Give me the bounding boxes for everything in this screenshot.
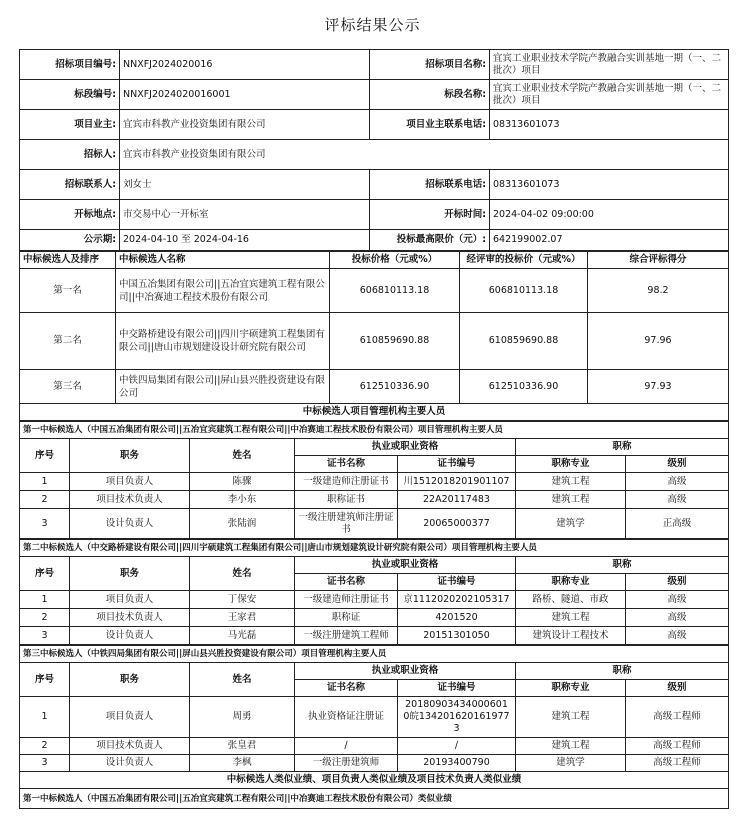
col-cert-no: 证书编号 <box>398 456 516 473</box>
staff-row <box>20 755 729 772</box>
col-cert-name: 证书名称 <box>295 574 398 591</box>
staff-level: 高级 <box>626 473 729 491</box>
candidates-header-score: 综合评标得分 <box>588 252 729 269</box>
staff-name: 马光磊 <box>190 627 295 645</box>
candidate-score: 98.2 <box>588 269 729 313</box>
candidate-row <box>20 269 729 313</box>
max-price-label: 投标最高限价（元）: <box>370 230 490 251</box>
staff-group-caption: 第一中标候选人（中国五冶集团有限公司||五冶宜宾建筑工程有限公司||中冶赛迪工程技术股份有限公司）项目管理机构主要人员 <box>20 422 729 439</box>
candidate-name: 中铁四局集团有限公司||屏山县兴胜投资建设有限公司 <box>116 370 330 404</box>
col-level: 级别 <box>626 456 729 473</box>
candidate-score: 97.96 <box>588 313 729 370</box>
performance-first-caption: 第一中标候选人（中国五冶集团有限公司||五冶宜宾建筑工程有限公司||中冶赛迪工程技术股份有限公司）类似业绩 <box>20 789 729 809</box>
period-label: 公示期: <box>20 230 120 251</box>
staff-level: 高级 <box>626 591 729 609</box>
candidate-eval-price: 606810113.18 <box>460 269 588 313</box>
col-specialty: 职称专业 <box>516 680 626 697</box>
col-qualification: 执业或职业资格 <box>295 439 516 456</box>
staff-specialty: 建筑学 <box>516 755 626 772</box>
col-level: 级别 <box>626 680 729 697</box>
project-no-label: 招标项目编号: <box>20 50 120 80</box>
staff-cert-no: 22A20117483 <box>398 491 516 509</box>
staff-cert-name: 一级建造师注册证书 <box>295 591 398 609</box>
staff-specialty: 建筑设计工程技术 <box>516 627 626 645</box>
contact-phone-label: 招标联系电话: <box>370 170 490 200</box>
staff-no: 2 <box>20 491 70 509</box>
section-no-value: NNXFJ2024020016001 <box>120 80 370 110</box>
staff-name: 李小东 <box>190 491 295 509</box>
staff-cert-name: / <box>295 738 398 755</box>
staff-group-caption: 第二中标候选人（中交路桥建设有限公司||四川宇硕建筑工程集团有限公司||唐山市规划建筑设计研究院有限公司）项目管理机构主要人员 <box>20 540 729 557</box>
staff-no: 1 <box>20 697 70 738</box>
venue-value: 市交易中心一开标室 <box>120 200 370 230</box>
col-cert-no: 证书编号 <box>398 680 516 697</box>
staff-table-3 <box>19 645 729 809</box>
result-sheet <box>19 49 728 809</box>
col-title: 职称 <box>516 557 729 574</box>
staff-table-2 <box>19 539 729 645</box>
candidate-name: 中国五冶集团有限公司||五冶宜宾建筑工程有限公司||中冶赛迪工程技术股份有限公司 <box>116 269 330 313</box>
staff-cert-no: 4201520 <box>398 609 516 627</box>
staff-specialty: 建筑工程 <box>516 609 626 627</box>
col-title: 职称 <box>516 663 729 680</box>
staff-name: 陈骤 <box>190 473 295 491</box>
staff-name: 张皇君 <box>190 738 295 755</box>
staff-row <box>20 473 729 491</box>
staff-group-caption: 第三中标候选人（中铁四局集团有限公司||屏山县兴胜投资建设有限公司）项目管理机构主要人员 <box>20 646 729 663</box>
staff-row <box>20 697 729 738</box>
staff-cert-no: 京1112020202105317 <box>398 591 516 609</box>
owner-phone-label: 项目业主联系电话: <box>370 110 490 140</box>
staff-section-title: 中标候选人项目管理机构主要人员 <box>20 404 729 421</box>
staff-name: 周勇 <box>190 697 295 738</box>
section-no-label: 标段编号: <box>20 80 120 110</box>
staff-level: 高级工程师 <box>626 697 729 738</box>
col-qualification: 执业或职业资格 <box>295 557 516 574</box>
contact-value: 刘女士 <box>120 170 370 200</box>
col-no: 序号 <box>20 557 70 591</box>
staff-name: 李枫 <box>190 755 295 772</box>
candidates-table <box>19 251 729 421</box>
project-name-value: 宜宾工业职业技术学院产教融合实训基地一期（一、二批次）项目 <box>490 50 729 80</box>
staff-role: 设计负责人 <box>70 509 190 539</box>
staff-cert-name: 职称证 <box>295 609 398 627</box>
candidate-name: 中交路桥建设有限公司||四川宇硕建筑工程集团有限公司||唐山市规划建设设计研究院有限公司 <box>116 313 330 370</box>
staff-cert-no: / <box>398 738 516 755</box>
staff-cert-no: 20193400790 <box>398 755 516 772</box>
staff-cert-name: 一级建造师注册证书 <box>295 473 398 491</box>
col-no: 序号 <box>20 439 70 473</box>
staff-cert-no: 20065000377 <box>398 509 516 539</box>
open-time-value: 2024-04-02 09:00:00 <box>490 200 729 230</box>
staff-specialty: 建筑工程 <box>516 473 626 491</box>
staff-role: 项目负责人 <box>70 697 190 738</box>
tenderer-value: 宜宾市科教产业投资集团有限公司 <box>120 140 729 170</box>
candidate-rank: 第三名 <box>20 370 116 404</box>
staff-role: 项目负责人 <box>70 591 190 609</box>
max-price-value: 642199002.07 <box>490 230 729 251</box>
staff-level: 正高级 <box>626 509 729 539</box>
open-time-label: 开标时间: <box>370 200 490 230</box>
staff-cert-name: 执业资格证注册证 <box>295 697 398 738</box>
col-title: 职称 <box>516 439 729 456</box>
col-specialty: 职称专业 <box>516 456 626 473</box>
staff-table-1 <box>19 421 729 539</box>
staff-no: 2 <box>20 609 70 627</box>
staff-cert-name: 一级注册建筑师注册证书 <box>295 509 398 539</box>
col-cert-name: 证书名称 <box>295 680 398 697</box>
staff-specialty: 建筑工程 <box>516 738 626 755</box>
staff-cert-name: 一级注册建筑工程师 <box>295 627 398 645</box>
staff-role: 设计负责人 <box>70 755 190 772</box>
owner-phone-value: 08313601073 <box>490 110 729 140</box>
staff-row <box>20 738 729 755</box>
candidate-row <box>20 313 729 370</box>
staff-role: 项目负责人 <box>70 473 190 491</box>
staff-level: 高级 <box>626 627 729 645</box>
staff-level: 高级工程师 <box>626 738 729 755</box>
staff-no: 3 <box>20 509 70 539</box>
col-cert-no: 证书编号 <box>398 574 516 591</box>
candidate-eval-price: 610859690.88 <box>460 313 588 370</box>
staff-no: 3 <box>20 755 70 772</box>
staff-name: 丁保安 <box>190 591 295 609</box>
staff-no: 3 <box>20 627 70 645</box>
staff-specialty: 建筑学 <box>516 509 626 539</box>
staff-cert-no: 20180903434000601 0皖1342016201619773 <box>398 697 516 738</box>
candidates-header-eval-price: 经评审的投标价（元或%） <box>460 252 588 269</box>
col-role: 职务 <box>70 557 190 591</box>
candidate-score: 97.93 <box>588 370 729 404</box>
performance-section-title: 中标候选人类似业绩、项目负责人类似业绩及项目技术负责人类似业绩 <box>20 772 729 789</box>
staff-cert-no: 20151301050 <box>398 627 516 645</box>
staff-role: 项目技术负责人 <box>70 491 190 509</box>
staff-cert-name: 职称证书 <box>295 491 398 509</box>
staff-cert-name: 一级注册建筑师 <box>295 755 398 772</box>
col-name: 姓名 <box>190 557 295 591</box>
staff-level: 高级 <box>626 609 729 627</box>
staff-row <box>20 491 729 509</box>
staff-row <box>20 627 729 645</box>
col-specialty: 职称专业 <box>516 574 626 591</box>
candidate-price: 606810113.18 <box>330 269 460 313</box>
col-cert-name: 证书名称 <box>295 456 398 473</box>
contact-label: 招标联系人: <box>20 170 120 200</box>
owner-label: 项目业主: <box>20 110 120 140</box>
section-name-label: 标段名称: <box>370 80 490 110</box>
staff-role: 项目技术负责人 <box>70 609 190 627</box>
staff-name: 王家君 <box>190 609 295 627</box>
staff-cert-no: 川1512018201901107 <box>398 473 516 491</box>
period-value: 2024-04-10 至 2024-04-16 <box>120 230 370 251</box>
col-qualification: 执业或职业资格 <box>295 663 516 680</box>
venue-label: 开标地点: <box>20 200 120 230</box>
staff-specialty: 建筑工程 <box>516 491 626 509</box>
candidate-eval-price: 612510336.90 <box>460 370 588 404</box>
candidates-header-name: 中标候选人名称 <box>116 252 330 269</box>
col-name: 姓名 <box>190 663 295 697</box>
col-name: 姓名 <box>190 439 295 473</box>
col-level: 级别 <box>626 574 729 591</box>
staff-name: 张陆润 <box>190 509 295 539</box>
staff-level: 高级 <box>626 491 729 509</box>
col-role: 职务 <box>70 663 190 697</box>
staff-row <box>20 509 729 539</box>
staff-row <box>20 591 729 609</box>
candidate-row <box>20 370 729 404</box>
candidates-header-price: 投标价格（元或%） <box>330 252 460 269</box>
contact-phone-value: 08313601073 <box>490 170 729 200</box>
page-title: 评标结果公示 <box>324 16 421 34</box>
staff-level: 高级工程师 <box>626 755 729 772</box>
staff-row <box>20 609 729 627</box>
project-no-value: NNXFJ2024020016 <box>120 50 370 80</box>
staff-no: 1 <box>20 591 70 609</box>
staff-specialty: 路桥、隧道、市政 <box>516 591 626 609</box>
staff-no: 2 <box>20 738 70 755</box>
section-name-value: 宜宾工业职业技术学院产教融合实训基地一期（一、二批次）项目 <box>490 80 729 110</box>
staff-role: 设计负责人 <box>70 627 190 645</box>
project-info-table <box>19 49 729 251</box>
candidate-price: 612510336.90 <box>330 370 460 404</box>
project-name-label: 招标项目名称: <box>370 50 490 80</box>
tenderer-label: 招标人: <box>20 140 120 170</box>
staff-specialty: 建筑工程 <box>516 697 626 738</box>
owner-value: 宜宾市科教产业投资集团有限公司 <box>120 110 370 140</box>
candidate-rank: 第一名 <box>20 269 116 313</box>
candidate-price: 610859690.88 <box>330 313 460 370</box>
candidates-header-rank: 中标候选人及排序 <box>20 252 116 269</box>
staff-no: 1 <box>20 473 70 491</box>
col-role: 职务 <box>70 439 190 473</box>
candidate-rank: 第二名 <box>20 313 116 370</box>
col-no: 序号 <box>20 663 70 697</box>
staff-role: 项目技术负责人 <box>70 738 190 755</box>
